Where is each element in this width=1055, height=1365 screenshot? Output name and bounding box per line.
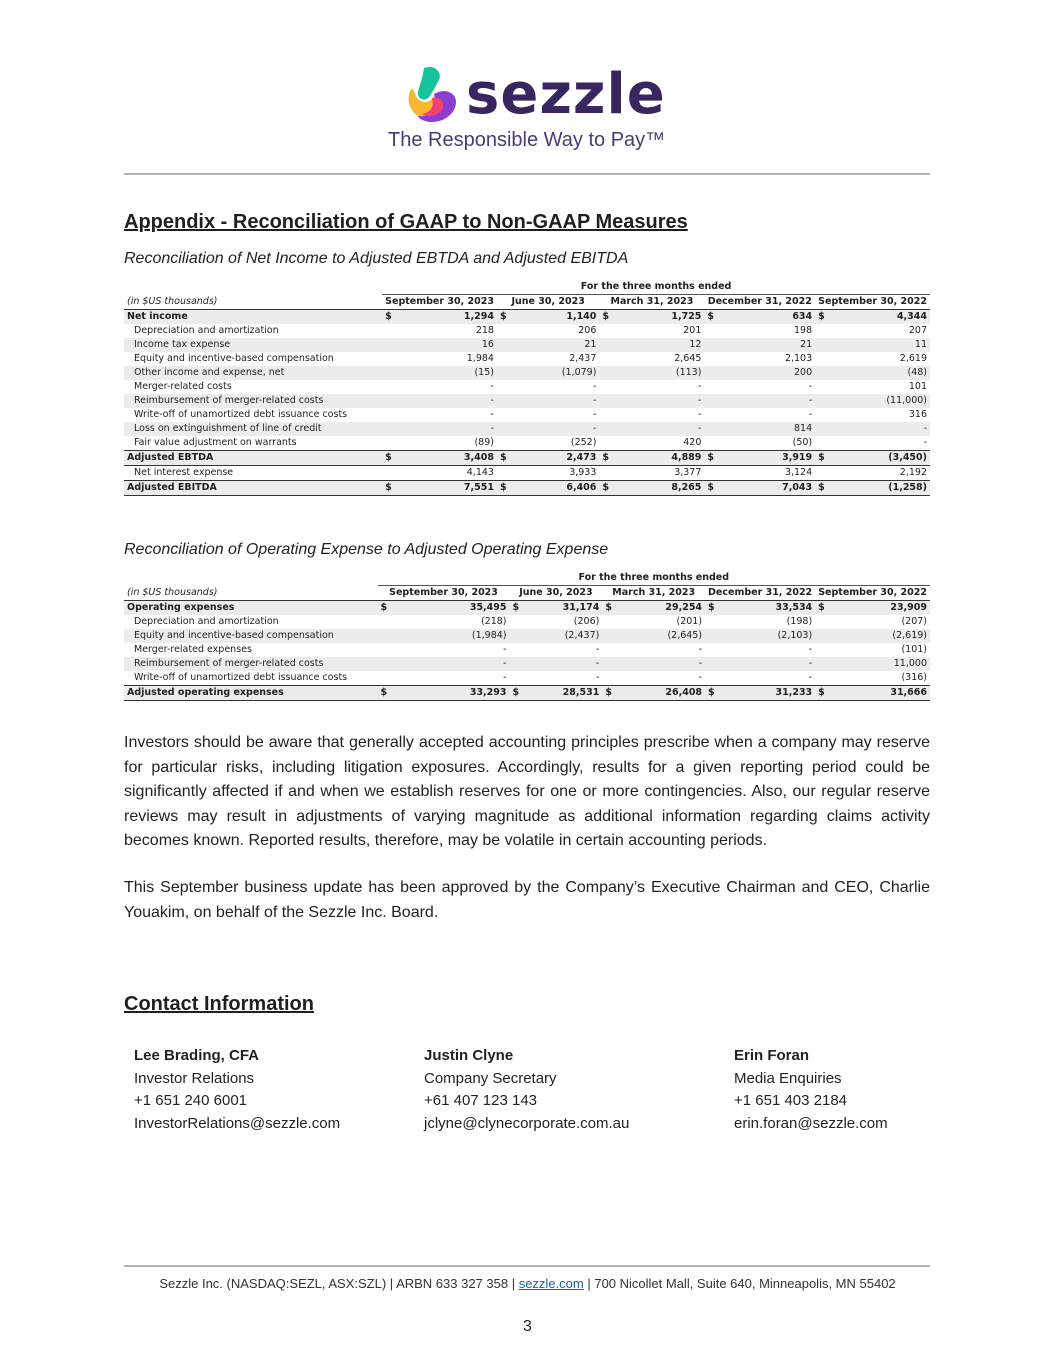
currency-symbol bbox=[599, 324, 618, 338]
cell-value: 29,254 bbox=[622, 601, 705, 616]
currency-symbol bbox=[815, 422, 835, 436]
column-header: September 30, 2023 bbox=[382, 295, 497, 310]
cell-value: - bbox=[403, 422, 497, 436]
cell-value: (48) bbox=[836, 366, 930, 380]
cell-value: - bbox=[697, 409, 702, 420]
footer-address: | 700 Nicollet Mall, Suite 640, Minneapolis, MN 55402 bbox=[583, 1276, 896, 1291]
cell-value: - bbox=[923, 437, 927, 448]
cell-value: 31,174 bbox=[529, 601, 602, 616]
cell-value: (2,645) bbox=[622, 629, 705, 643]
cell-value: - bbox=[726, 657, 815, 671]
currency-symbol bbox=[599, 338, 618, 352]
cell-value: 206 bbox=[578, 325, 597, 336]
table-row bbox=[124, 615, 930, 629]
contact-role: Media Enquiries bbox=[734, 1069, 842, 1087]
cell-value: 1,140 bbox=[516, 310, 600, 325]
cell-value: - bbox=[698, 672, 703, 683]
table1-subtitle: Reconciliation of Net Income to Adjusted EBTDA and Adjusted EBITDA bbox=[124, 250, 629, 267]
cell-value: (2,437) bbox=[529, 629, 602, 643]
currency-symbol bbox=[602, 671, 622, 686]
cell-value: (3,450) bbox=[836, 451, 930, 466]
currency-symbol bbox=[599, 394, 618, 408]
footer-company-info: Sezzle Inc. (NASDAQ:SEZL, ASX:SZL) | ARBN 633 327 358 | bbox=[159, 1276, 519, 1291]
cell-value: - bbox=[808, 672, 813, 683]
cell-value: (206) bbox=[573, 616, 600, 627]
row-label: Reimbursement of merger-related costs bbox=[124, 394, 382, 408]
currency-symbol bbox=[378, 657, 398, 671]
cell-value: 8,265 bbox=[619, 481, 705, 496]
table-row bbox=[124, 338, 930, 352]
currency-symbol: $ bbox=[704, 451, 724, 466]
cell-value: 26,408 bbox=[622, 686, 705, 701]
currency-symbol bbox=[815, 324, 835, 338]
cell-value: 1,984 bbox=[466, 353, 494, 364]
currency-symbol bbox=[704, 394, 724, 408]
table-group-header: For the three months ended bbox=[382, 280, 930, 295]
table-row bbox=[124, 686, 930, 701]
currency-symbol bbox=[382, 466, 403, 481]
table-group-header-row bbox=[124, 280, 930, 295]
currency-symbol bbox=[602, 657, 622, 671]
cell-value: (252) bbox=[570, 437, 597, 448]
cell-value: 420 bbox=[683, 437, 702, 448]
cell-value: (15) bbox=[403, 366, 497, 380]
currency-symbol: $ bbox=[704, 481, 724, 496]
currency-symbol bbox=[704, 380, 724, 394]
cell-value: (201) bbox=[676, 616, 703, 627]
currency-symbol bbox=[815, 366, 835, 380]
table-row bbox=[124, 422, 930, 436]
currency-symbol bbox=[704, 366, 724, 380]
footer bbox=[0, 1276, 1055, 1291]
row-label: Adjusted EBTDA bbox=[124, 451, 382, 466]
currency-symbol bbox=[815, 380, 835, 394]
currency-symbol: $ bbox=[497, 310, 516, 325]
cell-value: - bbox=[503, 644, 507, 655]
cell-value: 2,437 bbox=[569, 353, 597, 364]
cell-value: - bbox=[529, 657, 602, 671]
row-label: Fair value adjustment on warrants bbox=[134, 437, 297, 448]
cell-value: (218) bbox=[480, 616, 507, 627]
table-row bbox=[124, 657, 930, 671]
currency-symbol: $ bbox=[599, 481, 618, 496]
currency-symbol bbox=[382, 394, 403, 408]
row-label: Adjusted operating expenses bbox=[124, 686, 378, 701]
table-group-header-row bbox=[124, 571, 930, 586]
currency-symbol bbox=[510, 657, 529, 671]
currency-symbol: $ bbox=[497, 481, 516, 496]
contact-phone[interactable]: +1 651 403 2184 bbox=[734, 1092, 848, 1109]
cell-value: - bbox=[808, 644, 813, 655]
currency-symbol: $ bbox=[497, 451, 516, 466]
cell-value: (207) bbox=[901, 616, 927, 627]
currency-symbol: $ bbox=[382, 481, 403, 496]
currency-symbol: $ bbox=[815, 686, 838, 701]
cell-value: - bbox=[516, 394, 600, 408]
cell-value: (1,258) bbox=[836, 481, 930, 496]
cell-value: - bbox=[516, 422, 600, 436]
currency-symbol bbox=[815, 436, 835, 451]
cell-value: 3,124 bbox=[784, 467, 813, 478]
cell-value: 4,889 bbox=[619, 451, 705, 466]
cell-value: 207 bbox=[908, 325, 927, 336]
currency-symbol bbox=[815, 643, 838, 657]
column-header: March 31, 2023 bbox=[599, 295, 704, 310]
currency-symbol bbox=[704, 324, 724, 338]
contact-email[interactable]: jclyne@clynecorporate.com.au bbox=[424, 1114, 630, 1132]
cell-value: - bbox=[619, 394, 705, 408]
column-header: September 30, 2022 bbox=[815, 586, 930, 601]
currency-symbol bbox=[705, 657, 726, 671]
cell-value: (316) bbox=[901, 672, 927, 683]
currency-symbol: $ bbox=[704, 310, 724, 325]
currency-symbol: $ bbox=[815, 451, 835, 466]
cell-value: 11 bbox=[836, 338, 930, 352]
contact-card-3 bbox=[734, 1045, 888, 1135]
cell-value: 3,919 bbox=[724, 451, 815, 466]
currency-symbol bbox=[815, 466, 835, 481]
currency-symbol bbox=[382, 436, 403, 451]
contact-email[interactable]: InvestorRelations@sezzle.com bbox=[134, 1114, 341, 1132]
cell-value: 218 bbox=[475, 325, 494, 336]
currency-symbol bbox=[602, 615, 622, 629]
cell-value: - bbox=[403, 394, 497, 408]
cell-value: (101) bbox=[901, 644, 927, 655]
currency-symbol bbox=[815, 394, 835, 408]
cell-value: (11,000) bbox=[836, 394, 930, 408]
cell-value: - bbox=[619, 422, 705, 436]
column-header: March 31, 2023 bbox=[602, 586, 705, 601]
currency-symbol bbox=[704, 422, 724, 436]
currency-symbol bbox=[704, 408, 724, 422]
table-row bbox=[124, 352, 930, 366]
cell-value: 33,293 bbox=[397, 686, 509, 701]
column-header: December 31, 2022 bbox=[704, 295, 815, 310]
cell-value: 35,495 bbox=[397, 601, 509, 616]
unit-label: (in $US thousands) bbox=[124, 295, 382, 310]
cell-value: - bbox=[808, 409, 813, 420]
cell-value: 6,406 bbox=[516, 481, 600, 496]
table-row bbox=[124, 408, 930, 422]
currency-symbol bbox=[599, 352, 618, 366]
table-row bbox=[124, 324, 930, 338]
cell-value: - bbox=[698, 644, 703, 655]
table2-subtitle: Reconciliation of Operating Expense to Adjusted Operating Expense bbox=[124, 541, 609, 558]
cell-value: - bbox=[836, 422, 930, 436]
currency-symbol: $ bbox=[378, 686, 398, 701]
cell-value: 12 bbox=[619, 338, 705, 352]
cell-value: - bbox=[622, 657, 705, 671]
contact-card-1 bbox=[134, 1045, 340, 1135]
cell-value: 31,233 bbox=[726, 686, 815, 701]
cell-value: 2,473 bbox=[516, 451, 600, 466]
table-row bbox=[124, 451, 930, 466]
currency-symbol: $ bbox=[378, 601, 398, 616]
disclaimer-paragraph: Investors should be aware that generally accepted accounting principles prescribe when a company may reserve for particular risks, including litigation exposures. Accordingly, results for a given reporting period could be significantly affected if and when we establish reserves for one or more contingencies. Also, our regular reserve reviews may result in adjustments of varying magnitude as additional information regarding claims activity becomes known. Reported results, therefore, may be volatile in certain accounting periods. bbox=[124, 734, 930, 849]
currency-symbol bbox=[382, 324, 403, 338]
cell-value: 4,344 bbox=[836, 310, 930, 325]
column-header: September 30, 2023 bbox=[378, 586, 510, 601]
currency-symbol: $ bbox=[382, 451, 403, 466]
cell-value: 2,192 bbox=[899, 467, 927, 478]
currency-symbol bbox=[497, 352, 516, 366]
currency-symbol bbox=[815, 352, 835, 366]
contact-role: Company Secretary bbox=[424, 1069, 557, 1087]
cell-value: 33,534 bbox=[726, 601, 815, 616]
contact-name: Justin Clyne bbox=[424, 1047, 514, 1064]
currency-symbol bbox=[382, 366, 403, 380]
cell-value: 201 bbox=[683, 325, 702, 336]
contact-name: Erin Foran bbox=[734, 1047, 810, 1064]
cell-value: - bbox=[724, 394, 815, 408]
currency-symbol bbox=[497, 338, 516, 352]
cell-value: 11,000 bbox=[838, 657, 930, 671]
currency-symbol bbox=[815, 629, 838, 643]
table-row bbox=[124, 466, 930, 481]
cell-value: 1,725 bbox=[619, 310, 705, 325]
cell-value: (2,619) bbox=[838, 629, 930, 643]
cell-value: 21 bbox=[516, 338, 600, 352]
currency-symbol bbox=[599, 466, 618, 481]
cell-value: 316 bbox=[908, 409, 927, 420]
currency-symbol: $ bbox=[510, 601, 529, 616]
currency-symbol bbox=[497, 380, 516, 394]
cell-value: - bbox=[595, 644, 600, 655]
currency-symbol bbox=[704, 338, 724, 352]
cell-value: 7,043 bbox=[724, 481, 815, 496]
currency-symbol bbox=[378, 629, 398, 643]
column-header: June 30, 2023 bbox=[497, 295, 599, 310]
net-income-reconciliation-table bbox=[124, 280, 930, 496]
currency-symbol bbox=[815, 671, 838, 686]
cell-value: 2,645 bbox=[674, 353, 702, 364]
table-row bbox=[124, 380, 930, 394]
cell-value: 2,619 bbox=[899, 353, 927, 364]
approval-paragraph: This September business update has been approved by the Company’s Executive Chairman and CEO, Charlie Youakim, on behalf of the Sezzle Inc. Board. bbox=[124, 879, 930, 921]
row-label: Other income and expense, net bbox=[124, 366, 382, 380]
page-number: 3 bbox=[523, 1318, 532, 1335]
row-label: Reimbursement of merger-related costs bbox=[124, 657, 378, 671]
currency-symbol bbox=[382, 408, 403, 422]
row-label: Depreciation and amortization bbox=[134, 325, 279, 336]
cell-value: - bbox=[697, 381, 702, 392]
brand-wordmark: sezzle bbox=[466, 62, 666, 127]
currency-symbol: $ bbox=[510, 686, 529, 701]
cell-value: - bbox=[490, 381, 494, 392]
column-header: December 31, 2022 bbox=[705, 586, 815, 601]
row-label: Loss on extinguishment of line of credit bbox=[124, 422, 382, 436]
cell-value: 634 bbox=[724, 310, 815, 325]
currency-symbol bbox=[705, 615, 726, 629]
currency-symbol bbox=[705, 643, 726, 657]
currency-symbol bbox=[497, 394, 516, 408]
cell-value: - bbox=[592, 409, 597, 420]
row-label: Write-off of unamortized debt issuance costs bbox=[134, 672, 348, 683]
table-row bbox=[124, 643, 930, 657]
contact-card-2 bbox=[424, 1045, 629, 1135]
currency-symbol bbox=[510, 615, 529, 629]
column-header: September 30, 2022 bbox=[815, 295, 930, 310]
currency-symbol bbox=[705, 629, 726, 643]
cell-value: (50) bbox=[792, 437, 813, 448]
currency-symbol: $ bbox=[602, 601, 622, 616]
contact-name: Lee Brading, CFA bbox=[134, 1047, 260, 1064]
cell-value: 198 bbox=[794, 325, 813, 336]
contact-phone[interactable]: +1 651 240 6001 bbox=[134, 1092, 248, 1109]
currency-symbol bbox=[815, 615, 838, 629]
contact-email[interactable]: erin.foran@sezzle.com bbox=[734, 1114, 888, 1132]
currency-symbol bbox=[497, 436, 516, 451]
currency-symbol bbox=[510, 671, 529, 686]
currency-symbol bbox=[497, 408, 516, 422]
row-label: Net interest expense bbox=[134, 467, 234, 478]
currency-symbol bbox=[815, 338, 835, 352]
header-divider bbox=[124, 173, 930, 175]
currency-symbol: $ bbox=[705, 601, 726, 616]
cell-value: 4,143 bbox=[466, 467, 494, 478]
currency-symbol: $ bbox=[815, 481, 835, 496]
cell-value: 1,294 bbox=[403, 310, 497, 325]
cell-value: (1,984) bbox=[397, 629, 509, 643]
cell-value: 28,531 bbox=[529, 686, 602, 701]
currency-symbol bbox=[382, 422, 403, 436]
row-label: Operating expenses bbox=[124, 601, 378, 616]
unit-label: (in $US thousands) bbox=[124, 586, 378, 601]
currency-symbol bbox=[382, 352, 403, 366]
row-label: Merger-related expenses bbox=[134, 644, 252, 655]
row-label: Adjusted EBITDA bbox=[124, 481, 382, 496]
contact-phone[interactable]: +61 407 123 143 bbox=[424, 1092, 538, 1109]
currency-symbol bbox=[815, 657, 838, 671]
contact-role: Investor Relations bbox=[134, 1069, 255, 1087]
currency-symbol bbox=[705, 671, 726, 686]
table-row bbox=[124, 671, 930, 686]
cell-value: (2,103) bbox=[726, 629, 815, 643]
currency-symbol: $ bbox=[602, 686, 622, 701]
table-row bbox=[124, 366, 930, 380]
currency-symbol bbox=[378, 671, 398, 686]
currency-symbol bbox=[510, 643, 529, 657]
cell-value: (89) bbox=[474, 437, 494, 448]
cell-value: 16 bbox=[403, 338, 497, 352]
cell-value: 2,103 bbox=[784, 353, 813, 364]
currency-symbol bbox=[378, 643, 398, 657]
currency-symbol bbox=[378, 615, 398, 629]
cell-value: 3,377 bbox=[674, 467, 702, 478]
currency-symbol bbox=[497, 422, 516, 436]
cell-value: - bbox=[490, 409, 494, 420]
cell-value: 3,408 bbox=[403, 451, 497, 466]
brand-tagline: The Responsible Way to Pay™ bbox=[388, 129, 666, 151]
row-label: Write-off of unamortized debt issuance costs bbox=[134, 409, 348, 420]
contact-title: Contact Information bbox=[124, 993, 314, 1015]
currency-symbol bbox=[510, 629, 529, 643]
cell-value: - bbox=[595, 672, 600, 683]
currency-symbol bbox=[815, 408, 835, 422]
table-header-row bbox=[124, 586, 930, 601]
cell-value: 101 bbox=[908, 381, 927, 392]
cell-value: 3,933 bbox=[569, 467, 597, 478]
row-label: Equity and incentive-based compensation bbox=[124, 629, 378, 643]
appendix-title: Appendix - Reconciliation of GAAP to Non-GAAP Measures bbox=[124, 211, 688, 233]
currency-symbol: $ bbox=[382, 310, 403, 325]
currency-symbol bbox=[382, 338, 403, 352]
currency-symbol: $ bbox=[599, 451, 618, 466]
table-header-row bbox=[124, 295, 930, 310]
cell-value: 200 bbox=[724, 366, 815, 380]
currency-symbol bbox=[602, 643, 622, 657]
row-label: Net income bbox=[124, 310, 382, 325]
row-label: Merger-related costs bbox=[134, 381, 232, 392]
cell-value: - bbox=[808, 381, 813, 392]
table-row bbox=[124, 601, 930, 616]
cell-value: - bbox=[592, 381, 597, 392]
currency-symbol bbox=[497, 366, 516, 380]
currency-symbol: $ bbox=[599, 310, 618, 325]
currency-symbol: $ bbox=[815, 310, 835, 325]
row-label: Income tax expense bbox=[124, 338, 382, 352]
cell-value: (113) bbox=[619, 366, 705, 380]
currency-symbol bbox=[599, 408, 618, 422]
currency-symbol bbox=[599, 422, 618, 436]
currency-symbol bbox=[602, 629, 622, 643]
currency-symbol bbox=[599, 366, 618, 380]
currency-symbol bbox=[704, 436, 724, 451]
cell-value: - bbox=[503, 672, 507, 683]
currency-symbol bbox=[599, 380, 618, 394]
cell-value: - bbox=[397, 657, 509, 671]
currency-symbol bbox=[497, 466, 516, 481]
currency-symbol bbox=[704, 352, 724, 366]
table-group-header: For the three months ended bbox=[378, 571, 930, 586]
currency-symbol bbox=[704, 466, 724, 481]
sezzle-logo-icon bbox=[404, 66, 466, 124]
currency-symbol bbox=[599, 436, 618, 451]
table-row bbox=[124, 310, 930, 325]
currency-symbol: $ bbox=[705, 686, 726, 701]
cell-value: 23,909 bbox=[838, 601, 930, 616]
currency-symbol: $ bbox=[815, 601, 838, 616]
table-row bbox=[124, 394, 930, 408]
footer-divider bbox=[124, 1265, 930, 1267]
table-row bbox=[124, 436, 930, 451]
table-row bbox=[124, 629, 930, 643]
column-header: June 30, 2023 bbox=[510, 586, 603, 601]
cell-value: 21 bbox=[724, 338, 815, 352]
footer-website-link[interactable]: sezzle.com bbox=[518, 1276, 584, 1291]
currency-symbol bbox=[382, 380, 403, 394]
table-row bbox=[124, 481, 930, 496]
cell-value: 814 bbox=[724, 422, 815, 436]
row-label: Depreciation and amortization bbox=[134, 616, 279, 627]
cell-value: 31,666 bbox=[838, 686, 930, 701]
cell-value: (198) bbox=[786, 616, 813, 627]
cell-value: 7,551 bbox=[403, 481, 497, 496]
cell-value: (1,079) bbox=[516, 366, 600, 380]
currency-symbol bbox=[497, 324, 516, 338]
operating-expense-reconciliation-table bbox=[124, 571, 930, 701]
row-label: Equity and incentive-based compensation bbox=[134, 353, 334, 364]
